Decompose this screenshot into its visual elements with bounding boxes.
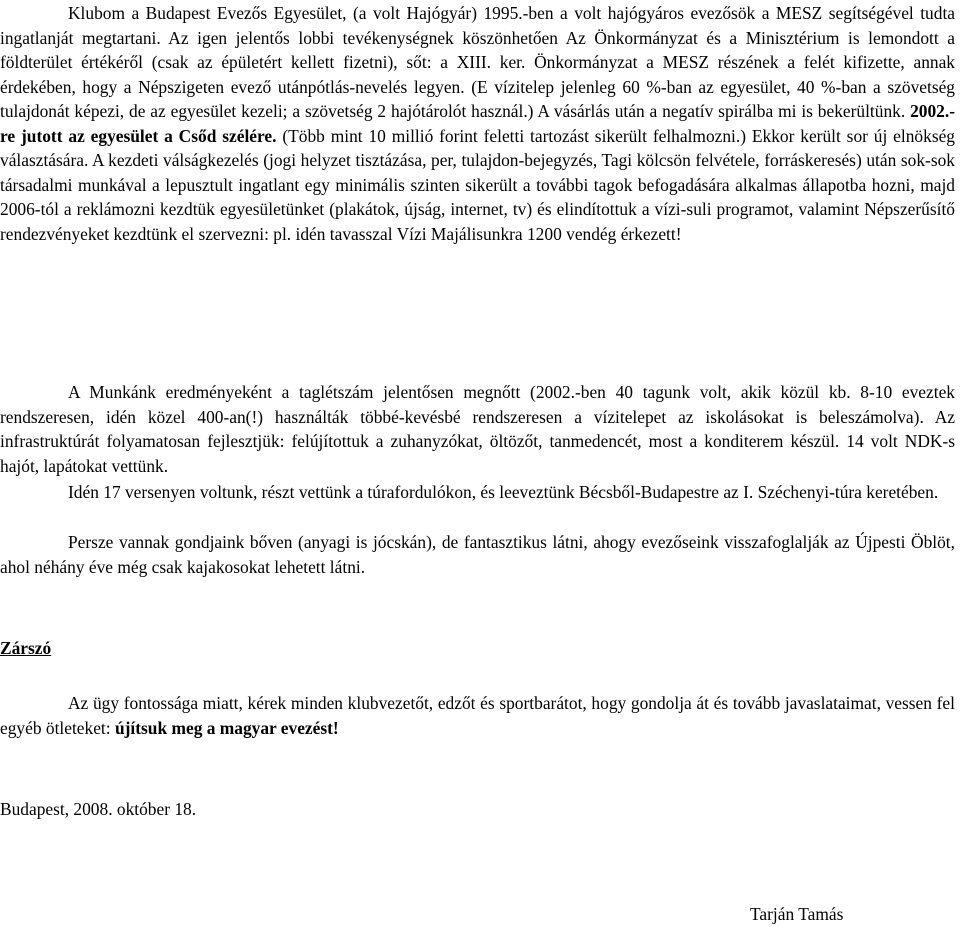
section-heading-zarszo: Zárszó: [0, 638, 52, 658]
text-run: Idén 17 versenyen voltunk, részt vettünk a túrafordulókon, és leeveztünk Bécsből-Budapestre az I. Széchenyi-túra keretében.: [68, 482, 939, 502]
paragraph-competitions: [0, 480, 955, 505]
signature-name: Tarján Tamás: [750, 904, 844, 924]
text-run: Az ügy fontossága miatt, kérek minden klubvezetőt, edzőt és sportbarátot, hogy gondolja át és tovább javaslataimat, vessen fel egyéb ötleteket:: [0, 693, 955, 738]
text-run: (Több mint 10 millió forint feletti tartozást sikerült felhalmozni.) Ekkor került sor új elnökség választására. A kezdeti válságkezelés (jogi helyzet tisztázása, per, tulajdon-bejegyzés, Tagi kölcsön felvétele, forráskeresés) után sok-sok társadalmi munkával a lepusztult ingatlant egy minimális szinten sikerült a további tagok befogadására alkalmas állapotba hozni, majd 2006-tól a reklámozni kezdtük egyesületünket (plakátok, újság, internet, tv) és elindítottuk a vízi-suli programot, valamint Népszerűsítő rendezvényeket kezdtünk el szervezni: pl. idén tavasszal Vízi Majálisunkra 1200 vendég érkezett!: [0, 125, 956, 244]
text-run: Klubom a Budapest Evezős Egyesület, (a volt Hajógyár) 1995.-ben a volt hajógyáros evezősök a MESZ segítségével tudta ingatlanját megtartani. Az igen jelentős lobbi tevékenységnek köszönhetően Az Önkormányzat és a Minisztérium is lemondott a földterület értékéről (csak az épületért kellett fizetni), sőt: a XIII. ker. Önkormányzat a MESZ részének a felét kifizette, annak érdekében, hogy a Népszigeten evező utánpótlás-nevelés legyen. (E vízitelep jelenleg 60 %-ban az egyesület, 40 %-ban a szövetség tulajdonát képezi, de az egyesület kezeli; a szövetség 2 hajótárolót használ.) A vásárlás után a negatív spirálba mi is bekerültünk.: [0, 3, 955, 121]
paragraph-problems: [0, 530, 955, 579]
text-run: Persze vannak gondjaink bőven (anyagi is jócskán), de fantasztikus látni, ahogy evezőseink visszafoglalják az Újpesti Öblöt, ahol néhány éve még csak kajakosokat lehetett látni.: [0, 532, 955, 577]
bold-text-run: újítsuk meg a magyar evezést!: [114, 717, 339, 738]
place-date: Budapest, 2008. október 18.: [0, 799, 197, 819]
paragraph-closing: [0, 691, 955, 740]
text-run: A Munkánk eredményeként a taglétszám jelentősen megnőtt (2002.-ben 40 tagunk volt, akik közül kb. 8-10 eveztek rendszeresen, idén közel 400-an(!) használták többé-kevésbé rendszeresen a vízitelepet az iskolásokat is beleszámolva). Az infrastruktúrát folyamatosan fejlesztjük: felújítottuk a zuhanyzókat, öltözőt, tanmedencét, most a konditerem készül. 14 volt NDK-s hajót, lapátokat vettünk.: [0, 382, 955, 476]
paragraph-results: [0, 380, 955, 478]
paragraph-club-history: [0, 1, 955, 246]
bold-text-run: 2002.-re jutott az egyesület a Csőd szélére.: [0, 101, 955, 146]
